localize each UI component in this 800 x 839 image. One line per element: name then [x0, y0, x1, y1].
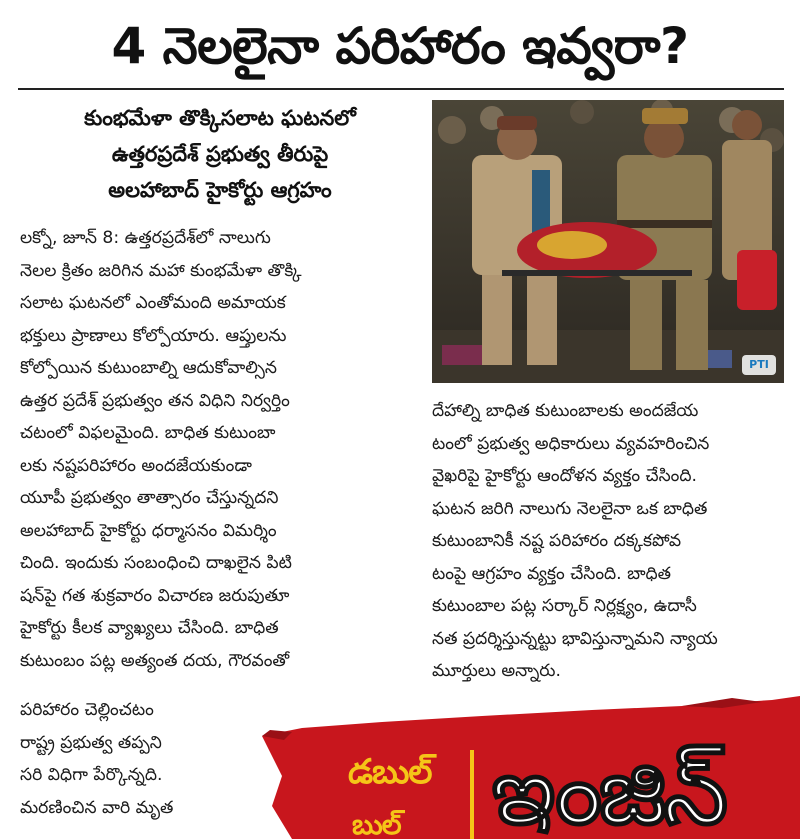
body-line: కుటుంబాల పట్ల సర్కార్ నిర్లక్ష్యం, ఉదాసీ — [432, 596, 697, 616]
news-photo — [432, 100, 784, 383]
body-line: వైఖరిపై హైకోర్టు ఆందోళన వ్యక్తం చేసింది. — [432, 466, 697, 486]
body-line: చింది. ఇందుకు సంబంధించి దాఖలైన పిటి — [20, 553, 292, 573]
stretcher-rescue-photo — [432, 100, 784, 383]
body-column-narrow — [20, 694, 260, 824]
body-line: కుటుంబానికీ నష్ట పరిహారం దక్కకపోవ — [432, 531, 682, 551]
body-line: నెలల క్రితం జరిగిన మహా కుంభమేళా తొక్కి — [20, 260, 302, 281]
subheadline — [20, 100, 420, 208]
body-line: మరణించిన వారి మృత — [20, 797, 174, 818]
body-line: అలహాబాద్ హైకోర్టు ధర్మాసనం విమర్శిం — [20, 520, 277, 541]
body-line: లకు నష్టపరిహారం అందజేయకుండా — [20, 455, 252, 476]
body-line: ఘటన జరిగి నాలుగు నెలలైనా ఒక బాధిత — [432, 498, 708, 519]
body-column-right — [432, 395, 790, 688]
banner-line-1: డబుల్ — [348, 752, 432, 792]
headline-rule — [18, 88, 784, 90]
banner-line-2: బుల్ — [352, 808, 401, 839]
banner-divider — [470, 750, 474, 839]
body-line: పరిహారం చెల్లించటం — [20, 700, 154, 720]
body-line: కోల్పోయిన కుటుంబాల్ని ఆదుకోవాల్సిన — [20, 358, 277, 378]
headline: 4 నెలలైనా పరిహారం ఇవ్వరా? — [111, 17, 689, 75]
body-line: భక్తులు ప్రాణాలు కోల్పోయారు. ఆప్తులను — [20, 325, 287, 346]
body-line: దేహాల్ని బాధిత కుటుంబాలకు అందజేయ — [432, 401, 699, 421]
body-column-left — [20, 222, 415, 677]
body-line: టంపై ఆగ్రహం వ్యక్తం చేసింది. బాధిత — [432, 563, 672, 584]
body-line: యూపీ ప్రభుత్వం తాత్సారం చేస్తున్నదని — [20, 488, 279, 508]
body-line: షన్‌పై గత శుక్రవారం విచారణ జరుపుతూ — [20, 585, 290, 606]
subheadline-line: కుంభమేళా తొక్కిసలాట ఘటనలో — [84, 106, 356, 130]
body-line: టంలో ప్రభుత్వ అధికారులు వ్యవహరించిన — [432, 433, 710, 454]
subheadline-line: అలహాబాద్ హైకోర్టు ఆగ్రహం — [108, 178, 332, 202]
body-line: హైకోర్టు కీలక వ్యాఖ్యలు చేసింది. బాధిత — [20, 618, 279, 638]
body-line: కుటుంబం పట్ల అత్యంత దయ, గౌరవంతో — [20, 650, 290, 671]
body-line: లక్నో, జూన్ 8: ఉత్తరప్రదేశ్‌లో నాలుగు — [20, 228, 271, 248]
subheadline-line: ఉత్తరప్రదేశ్ ప్రభుత్వ తీరుపై — [111, 142, 329, 166]
body-line: రాష్ట్ర ప్రభుత్వ తప్పని — [20, 732, 162, 753]
body-line: ఉత్తర ప్రదేశ్ ప్రభుత్వం తన విధిని నిర్వర్తిం — [20, 390, 290, 411]
body-line: నత ప్రదర్శిస్తున్నట్టు భావిస్తున్నామని న్యాయ — [432, 628, 718, 649]
body-line: సరి విధిగా పేర్కొన్నది. — [20, 765, 163, 785]
banner-big-text: ఇంజిన్ — [492, 738, 725, 839]
body-line: చటంలో విఫలమైంది. బాధిత కుటుంబా — [20, 423, 276, 443]
agency-logo: PTI — [742, 355, 776, 375]
body-line: సలాట ఘటనలో ఎంతోమంది అమాయక — [20, 293, 286, 313]
body-line: మూర్తులు అన్నారు. — [432, 661, 561, 681]
